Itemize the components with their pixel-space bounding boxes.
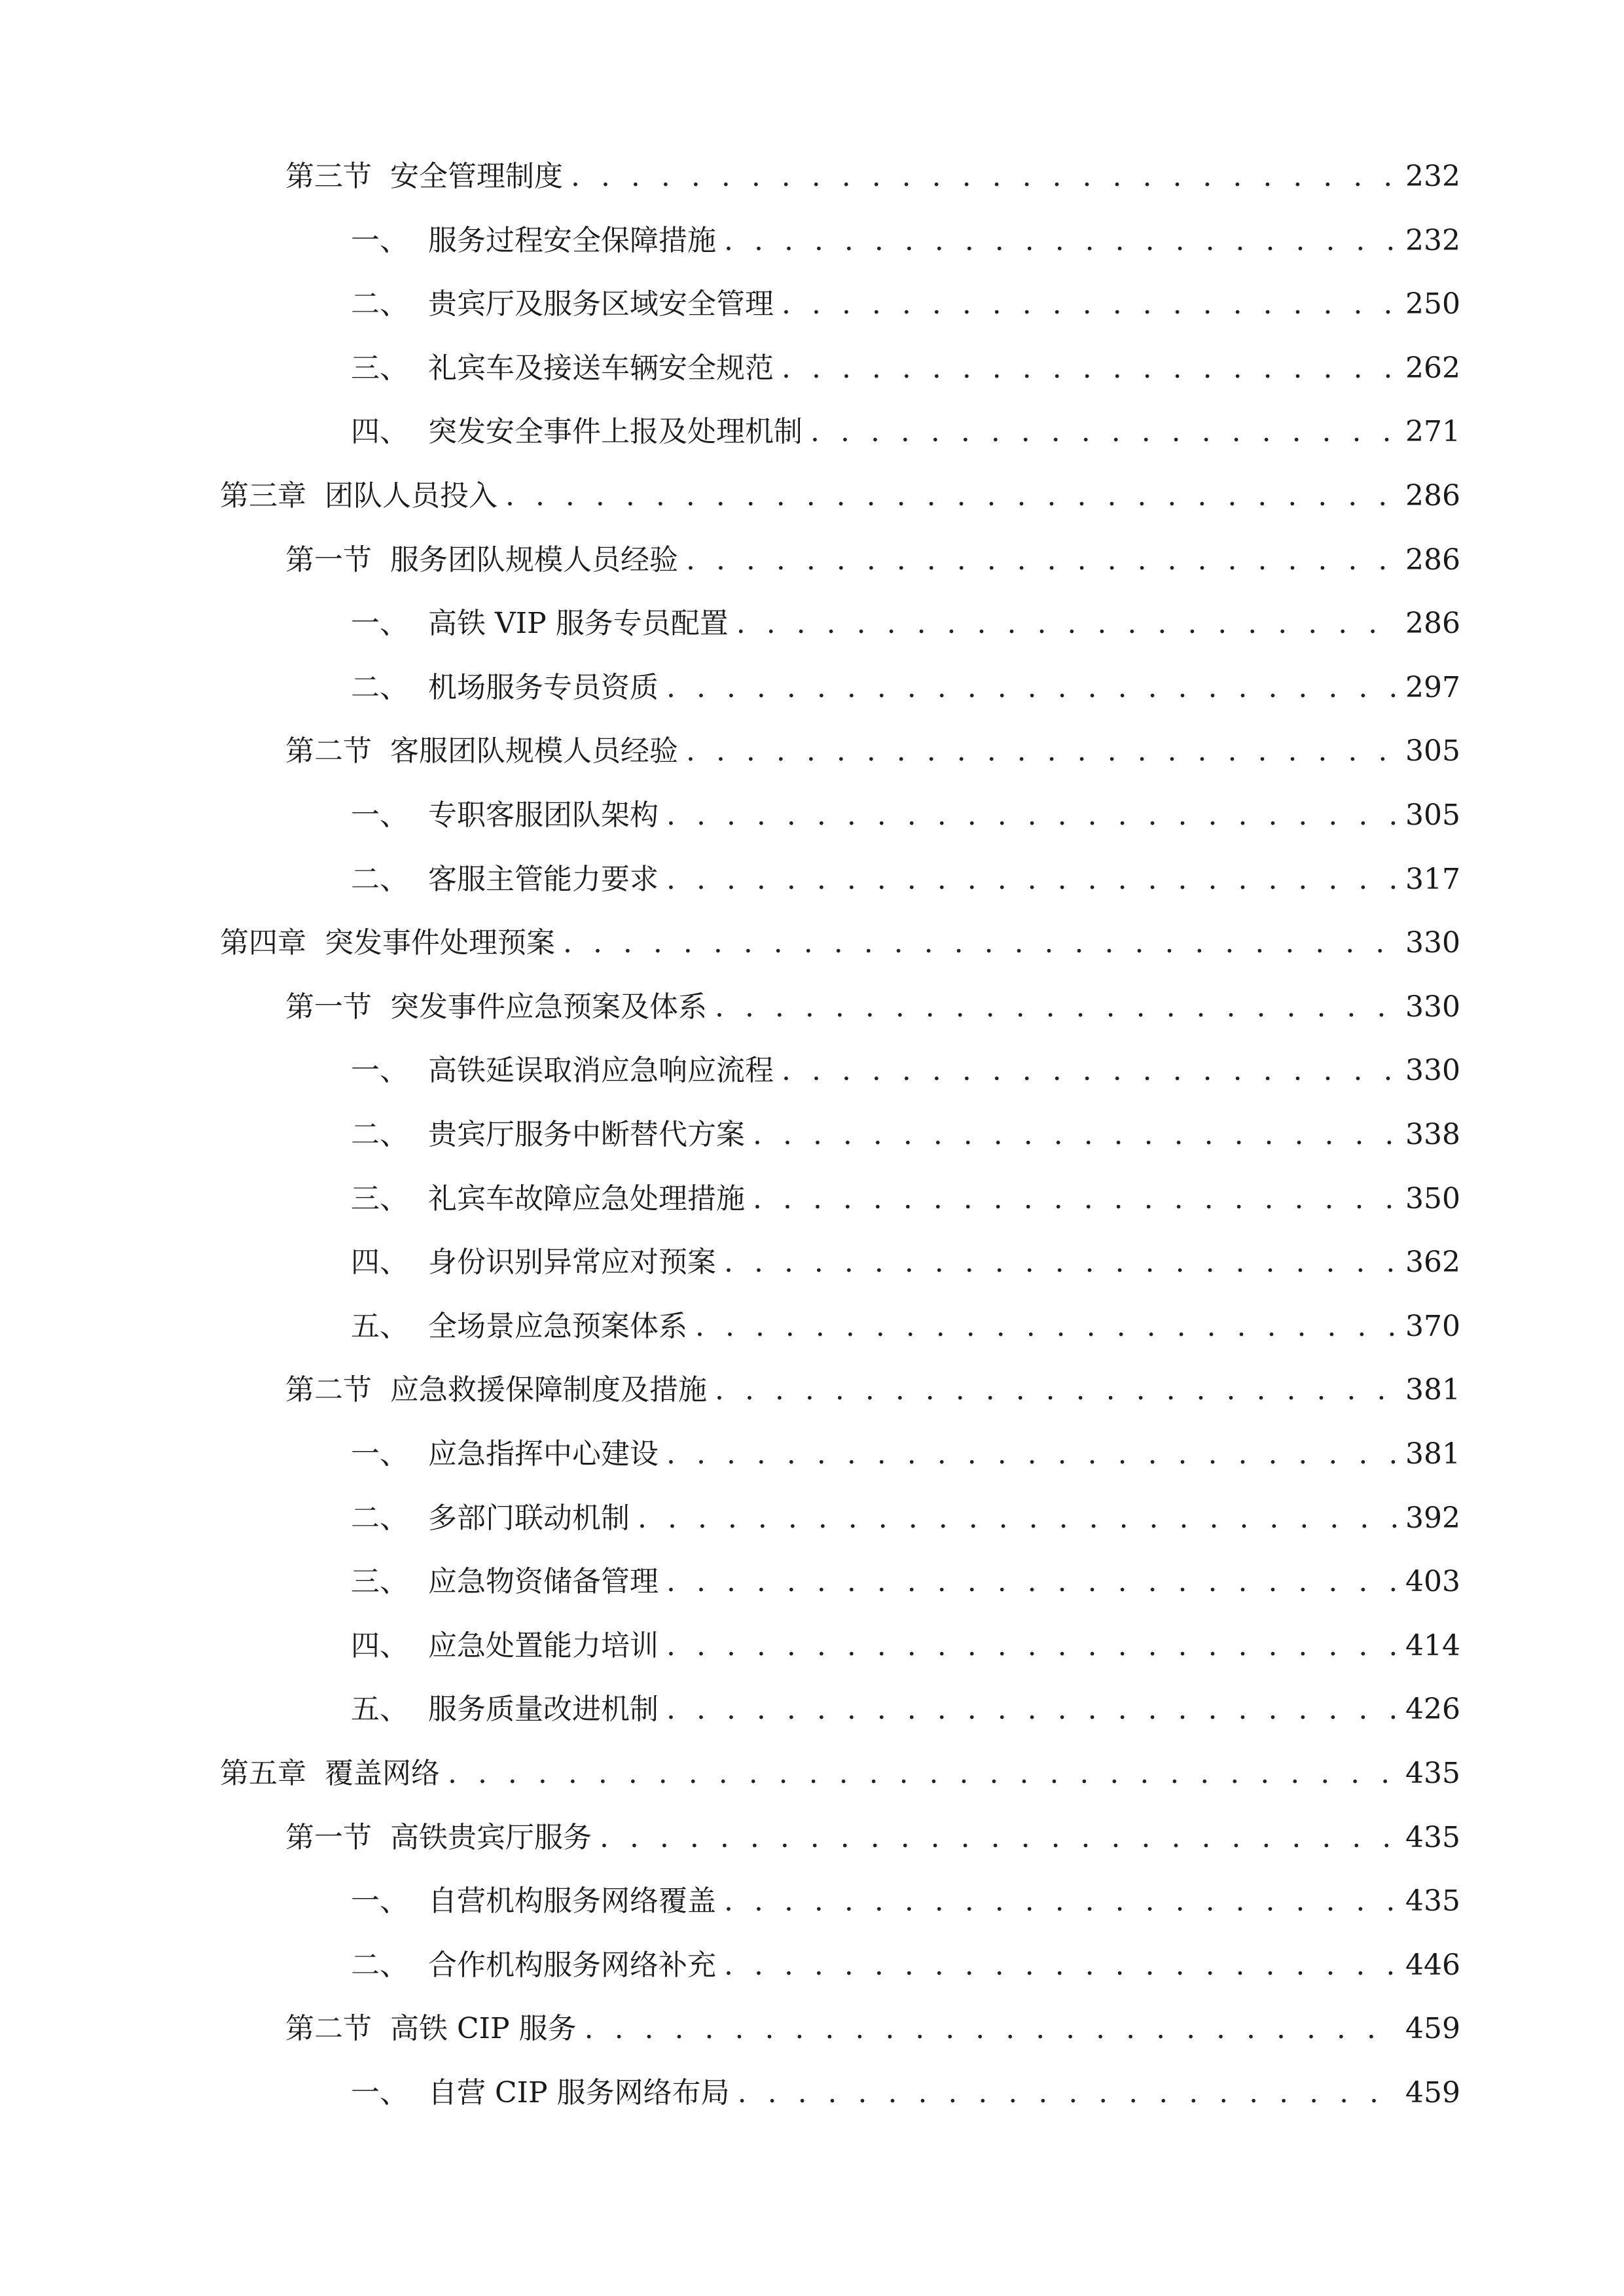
toc-page-number: 350	[1405, 1182, 1460, 1215]
toc-entry-label: 第一节 突发事件应急预案及体系	[285, 990, 707, 1024]
toc-entry[interactable]	[0, 1179, 1624, 1219]
dot-leader	[666, 1690, 1399, 1729]
toc-entry[interactable]	[0, 1499, 1624, 1538]
toc-entry[interactable]	[0, 412, 1624, 452]
toc-entry[interactable]	[0, 285, 1624, 324]
toc-entry[interactable]	[0, 1435, 1624, 1474]
toc-entry[interactable]	[0, 860, 1624, 899]
toc-page-number: 330	[1405, 990, 1460, 1024]
toc-entry[interactable]	[0, 2073, 1624, 2113]
toc-page-number: 459	[1405, 2076, 1460, 2109]
toc-entry-label: 自营机构服务网络覆盖	[428, 1884, 716, 1918]
toc-page-number: 286	[1405, 479, 1460, 512]
toc-page-number: 330	[1405, 1054, 1460, 1087]
dot-leader	[753, 1179, 1399, 1219]
dot-leader	[666, 1626, 1399, 1666]
toc-page-number: 435	[1405, 1757, 1460, 1790]
toc-entry-title	[351, 1946, 716, 1985]
toc-entry-number: 二、	[351, 1501, 408, 1535]
toc-entry[interactable]	[0, 2009, 1624, 2049]
toc-entry-title	[285, 732, 678, 771]
toc-page-number: 362	[1405, 1246, 1460, 1279]
dot-leader	[600, 1818, 1399, 1857]
toc-entry[interactable]	[0, 1946, 1624, 1985]
toc-entry-number: 一、	[351, 1437, 408, 1471]
toc-page-number: 446	[1405, 1948, 1460, 1982]
dot-leader	[724, 221, 1399, 260]
toc-entry-label: 专职客服团队架构	[428, 798, 659, 832]
toc-page-number: 250	[1405, 287, 1460, 321]
dot-leader	[638, 1499, 1399, 1538]
dot-leader	[724, 1882, 1399, 1921]
toc-page-number: 403	[1405, 1565, 1460, 1598]
toc-entry-number: 四、	[351, 1629, 408, 1662]
toc-entry-label: 身份识别异常应对预案	[428, 1246, 716, 1279]
toc-entry-title	[351, 1690, 659, 1729]
toc-page-number: 305	[1405, 798, 1460, 832]
toc-entry-title	[351, 221, 716, 260]
toc-page-number: 381	[1405, 1437, 1460, 1471]
toc-entry-number: 一、	[351, 224, 408, 257]
toc-entry-title	[351, 1179, 745, 1219]
toc-entry-label: 第二节 高铁 CIP 服务	[285, 2012, 577, 2045]
toc-entry[interactable]	[0, 1051, 1624, 1090]
toc-entry-label: 应急物资储备管理	[428, 1565, 659, 1598]
dot-leader	[666, 860, 1399, 899]
toc-entry-title	[351, 285, 774, 324]
toc-entry-title	[351, 1882, 716, 1921]
toc-entry[interactable]	[0, 924, 1624, 963]
toc-entry-number: 二、	[351, 863, 408, 896]
toc-entry-label: 第一节 服务团队规模人员经验	[285, 543, 678, 577]
toc-entry-label: 高铁延误取消应急响应流程	[428, 1054, 774, 1087]
toc-entry[interactable]	[0, 476, 1624, 516]
toc-page-number: 286	[1405, 543, 1460, 577]
toc-page-number: 330	[1405, 926, 1460, 960]
toc-entry-title	[285, 1818, 592, 1857]
toc-entry-number: 四、	[351, 1246, 408, 1279]
toc-entry-label: 第四章 突发事件处理预案	[220, 926, 555, 960]
dot-leader	[810, 412, 1399, 452]
toc-entry-title	[351, 2073, 730, 2113]
toc-page-number: 262	[1405, 351, 1460, 385]
dot-leader	[715, 988, 1399, 1027]
toc-entry[interactable]	[0, 988, 1624, 1027]
toc-entry-label: 自营 CIP 服务网络布局	[428, 2076, 730, 2109]
toc-entry[interactable]	[0, 221, 1624, 260]
toc-entry-label: 突发安全事件上报及处理机制	[428, 415, 803, 448]
toc-entry[interactable]	[0, 1115, 1624, 1155]
dot-leader	[736, 604, 1399, 643]
toc-page-number: 286	[1405, 607, 1460, 640]
dot-leader	[782, 349, 1399, 388]
toc-entry-title	[351, 604, 729, 643]
toc-entry-label: 贵宾厅及服务区域安全管理	[428, 287, 774, 321]
toc-entry-title	[351, 796, 659, 835]
toc-entry-title	[285, 541, 678, 580]
toc-entry-label: 第三章 团队人员投入	[220, 479, 497, 512]
toc-page-number: 338	[1405, 1118, 1460, 1151]
toc-entry[interactable]	[0, 732, 1624, 771]
toc-entry-title	[285, 1371, 707, 1410]
toc-entry-title	[351, 1562, 659, 1602]
dot-leader	[782, 1051, 1399, 1090]
toc-entry-number: 一、	[351, 2076, 408, 2109]
toc-entry-number: 一、	[351, 607, 408, 640]
toc-entry[interactable]	[0, 604, 1624, 643]
toc-page-number: 297	[1405, 671, 1460, 704]
dot-leader	[715, 1371, 1399, 1410]
toc-page-number: 435	[1405, 1884, 1460, 1918]
toc-entry-title	[351, 1243, 716, 1282]
toc-entry-label: 机场服务专员资质	[428, 671, 659, 704]
toc-entry-number: 三、	[351, 1565, 408, 1598]
toc-entry[interactable]	[0, 1562, 1624, 1602]
dot-leader	[686, 732, 1399, 771]
toc-page-number: 271	[1405, 415, 1460, 448]
toc-entry[interactable]	[0, 796, 1624, 835]
toc-entry-number: 一、	[351, 798, 408, 832]
toc-entry-title	[351, 349, 774, 388]
toc-entry-number: 五、	[351, 1693, 408, 1726]
dot-leader	[724, 1946, 1399, 1985]
dot-leader	[571, 157, 1399, 196]
toc-entry[interactable]	[0, 1690, 1624, 1729]
toc-entry-label: 应急指挥中心建设	[428, 1437, 659, 1471]
toc-entry-number: 一、	[351, 1054, 408, 1087]
toc-entry-label: 贵宾厅服务中断替代方案	[428, 1118, 745, 1151]
toc-entry[interactable]	[0, 1882, 1624, 1921]
toc-entry-title	[351, 1435, 659, 1474]
toc-entry-title	[285, 157, 563, 196]
dot-leader	[686, 541, 1399, 580]
dot-leader	[666, 1435, 1399, 1474]
toc-entry-label: 高铁 VIP 服务专员配置	[428, 607, 729, 640]
toc-page-number: 317	[1405, 863, 1460, 896]
toc-entry-label: 第一节 高铁贵宾厅服务	[285, 1821, 592, 1854]
toc-entry[interactable]	[0, 1307, 1624, 1346]
toc-page-number: 435	[1405, 1821, 1460, 1854]
toc-entry-title	[351, 1115, 745, 1155]
toc-entry-title	[285, 988, 707, 1027]
toc-entry[interactable]	[0, 1243, 1624, 1282]
toc-entry-number: 三、	[351, 351, 408, 385]
toc-entry[interactable]	[0, 157, 1624, 196]
toc-entry-title	[351, 1307, 687, 1346]
toc-entry[interactable]	[0, 349, 1624, 388]
toc-entry-label: 服务过程安全保障措施	[428, 224, 716, 257]
dot-leader	[724, 1243, 1399, 1282]
dot-leader	[563, 924, 1399, 963]
toc-entry-label: 多部门联动机制	[428, 1501, 630, 1535]
toc-entry-title	[351, 412, 803, 452]
toc-entry-label: 服务质量改进机制	[428, 1693, 659, 1726]
toc-page-number: 459	[1405, 2012, 1460, 2045]
toc-entry[interactable]	[0, 1754, 1624, 1793]
toc-entry-label: 合作机构服务网络补充	[428, 1948, 716, 1982]
toc-entry-number: 二、	[351, 671, 408, 704]
dot-leader	[666, 668, 1399, 708]
toc-entry[interactable]	[0, 541, 1624, 580]
toc-entry-number: 四、	[351, 415, 408, 448]
dot-leader	[505, 476, 1399, 516]
dot-leader	[666, 1562, 1399, 1602]
toc-entry-number: 二、	[351, 1948, 408, 1982]
dot-leader	[753, 1115, 1399, 1155]
toc-page-number: 370	[1405, 1310, 1460, 1343]
dot-leader	[695, 1307, 1399, 1346]
dot-leader	[738, 2073, 1399, 2113]
toc-entry-label: 第二节 应急救援保障制度及措施	[285, 1373, 707, 1407]
toc-entry-number: 二、	[351, 1118, 408, 1151]
toc-page-number: 232	[1405, 224, 1460, 257]
toc-entry-label: 第二节 客服团队规模人员经验	[285, 734, 678, 768]
dot-leader	[448, 1754, 1399, 1793]
dot-leader	[585, 2009, 1399, 2049]
toc-entry-title	[220, 1754, 440, 1793]
toc-page-number: 381	[1405, 1373, 1460, 1407]
toc-entry-title	[351, 860, 659, 899]
toc-entry-label: 第三节 安全管理制度	[285, 160, 563, 193]
toc-entry-label: 应急处置能力培训	[428, 1629, 659, 1662]
toc-entry-label: 礼宾车故障应急处理措施	[428, 1182, 745, 1215]
toc-entry-number: 一、	[351, 1884, 408, 1918]
dot-leader	[666, 796, 1399, 835]
toc-entry-label: 客服主管能力要求	[428, 863, 659, 896]
toc-entry-title	[351, 1626, 659, 1666]
toc-page-number: 414	[1405, 1629, 1460, 1662]
toc-entry-number: 五、	[351, 1310, 408, 1343]
toc-entry[interactable]	[0, 1371, 1624, 1410]
toc-page-number: 305	[1405, 734, 1460, 768]
toc-entry-title	[285, 2009, 577, 2049]
toc-entry[interactable]	[0, 1626, 1624, 1666]
toc-entry-title	[351, 1051, 774, 1090]
toc-entry-label: 第五章 覆盖网络	[220, 1757, 440, 1790]
toc-entry[interactable]	[0, 1818, 1624, 1857]
toc-entry-title	[351, 1499, 630, 1538]
toc-entry-number: 二、	[351, 287, 408, 321]
toc-entry-title	[220, 924, 555, 963]
toc-entry-label: 全场景应急预案体系	[428, 1310, 687, 1343]
toc-page-number: 426	[1405, 1693, 1460, 1726]
dot-leader	[782, 285, 1399, 324]
toc-entry[interactable]	[0, 668, 1624, 708]
toc-page-number: 392	[1405, 1501, 1460, 1535]
toc-entry-title	[351, 668, 659, 708]
toc-entry-number: 三、	[351, 1182, 408, 1215]
toc-entry-title	[220, 476, 497, 516]
toc-page-number: 232	[1405, 160, 1460, 193]
toc-entry-label: 礼宾车及接送车辆安全规范	[428, 351, 774, 385]
